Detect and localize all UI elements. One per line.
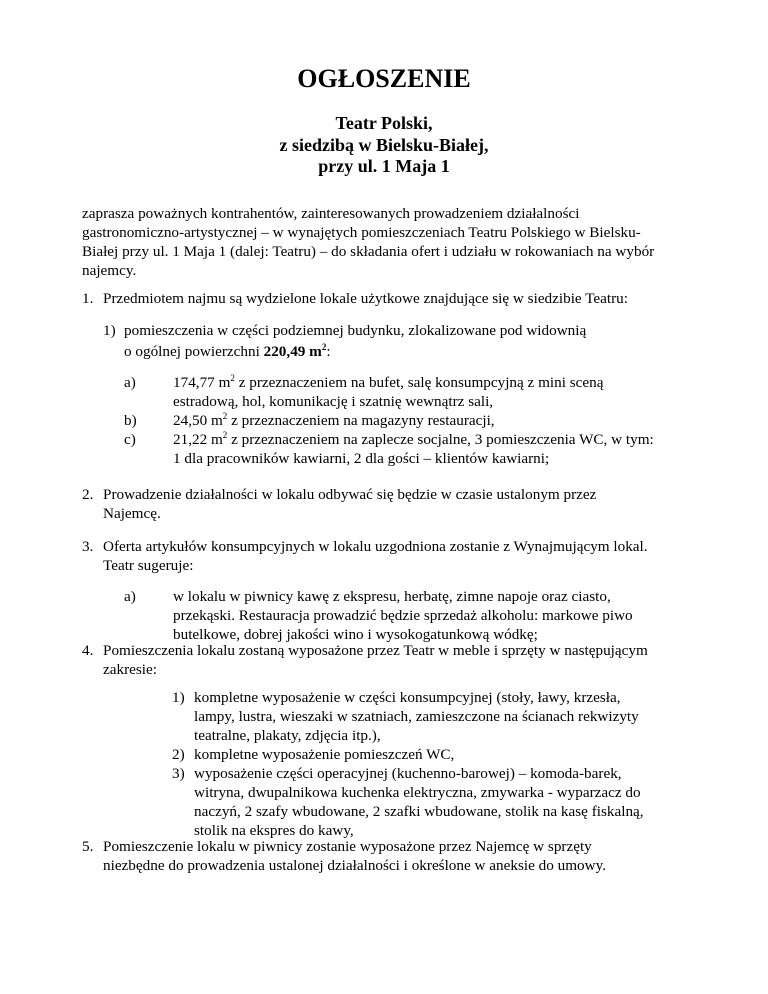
section-number: 3. [82, 538, 94, 555]
document-title: OGŁOSZENIE [297, 64, 471, 93]
text-line: niezbędne do prowadzenia ustalonej działalności i określone w aneksie do umowy. [103, 857, 606, 874]
text-line: naczyń, 2 szafy wbudowane, 2 szafki wbudowane, stolik na kasę fiskalną, [194, 803, 644, 820]
section-number: 5. [82, 838, 94, 855]
section-number: 4. [82, 642, 94, 659]
area-value: 174,77 m [173, 374, 231, 391]
item-label: c) [124, 431, 136, 448]
superscript: 2 [230, 373, 235, 383]
subsection-number: 1) [103, 322, 116, 339]
text-line: butelkowe, dobrej jakości wino i wysokogatunkową wódkę; [173, 626, 538, 643]
item-label: a) [124, 374, 136, 391]
text-line: przekąski. Restauracja prowadzić będzie sprzedaż alkoholu: markowe piwo [173, 607, 633, 624]
text-line: zakresie: [103, 661, 157, 678]
text-line: estradową, hol, komunikację i szatnię wewnątrz sali, [173, 393, 494, 410]
text-line: w lokalu w piwnicy kawę z ekspresu, herbatę, zimne napoje oraz ciasto, [173, 588, 611, 605]
item-label: 1) [172, 689, 185, 706]
total-area [264, 343, 327, 360]
document-header [0, 113, 768, 178]
text-line: stolik na ekspres do kawy, [194, 822, 354, 839]
text-line: gastronomiczno-artystycznej – w wynajętych pomieszczeniach Teatru Polskiego w Bielsku- [82, 224, 641, 241]
text-line: Pomieszczenia lokalu zostaną wyposażone przez Teatr w meble i sprzęty w następującym [103, 642, 648, 659]
section-number: 2. [82, 486, 94, 503]
text-fragment: z przeznaczeniem na magazyny restauracji, [227, 412, 495, 429]
area-value: 21,22 m [173, 431, 223, 448]
text-fragment: o ogólnej powierzchni [124, 343, 264, 360]
area-value: 220,49 m [263, 343, 322, 360]
text-line: witryna, dwupalnikowa kuchenka elektryczna, zmywarka - wyparzacz do [194, 784, 641, 801]
section-number: 1. [82, 290, 94, 307]
area-value: 24,50 m [173, 412, 223, 429]
header-line: przy ul. 1 Maja 1 [318, 156, 450, 176]
section-text: Przedmiotem najmu są wydzielone lokale użytkowe znajdujące się w siedzibie Teatru: [103, 290, 628, 307]
text-line: 1 dla pracowników kawiarni, 2 dla gości – klientów kawiarni; [173, 450, 550, 467]
text-line [173, 430, 654, 449]
text-line: najemcy. [82, 262, 137, 279]
text-fragment: : [326, 343, 331, 360]
text-line: Oferta artykułów konsumpcyjnych w lokalu uzgodniona zostanie z Wynajmującym lokal. [103, 538, 648, 555]
text-line: Teatr sugeruje: [103, 557, 194, 574]
superscript: 2 [222, 411, 228, 421]
text-fragment: z przeznaczeniem na zaplecze socjalne, 3 pomieszczenia WC, w tym: [227, 431, 654, 448]
superscript: 2 [321, 342, 327, 352]
text-line [124, 342, 586, 361]
text-line: kompletne wyposażenie w części konsumpcyjnej (stoły, ławy, krzesła, [194, 689, 621, 706]
text-line: Prowadzenie działalności w lokalu odbywać się będzie w czasie ustalonym przez [103, 486, 597, 503]
text-line [173, 373, 603, 392]
text-line: teatralne, plakaty, zdjęcia itp.), [194, 727, 381, 744]
text-line: Najemcę. [103, 505, 161, 522]
item-label: b) [124, 412, 137, 429]
text-line: kompletne wyposażenie pomieszczeń WC, [194, 746, 455, 763]
superscript: 2 [222, 430, 228, 440]
text-line [173, 411, 495, 430]
text-line: lampy, lustra, wieszaki w szatniach, zamieszczone na ścianach rekwizyty [194, 708, 639, 725]
item-label: 3) [172, 765, 185, 782]
text-line: Pomieszczenie lokalu w piwnicy zostanie wyposażone przez Najemcę w sprzęty [103, 838, 592, 855]
text-line: wyposażenie części operacyjnej (kuchenno-barowej) – komoda-barek, [194, 765, 622, 782]
text-fragment: z przeznaczeniem na bufet, salę konsumpcyjną z mini sceną [234, 374, 604, 391]
header-line: Teatr Polski, [335, 113, 433, 133]
item-label: a) [124, 588, 136, 605]
text-line: pomieszczenia w części podziemnej budynku, zlokalizowane pod widownią [124, 322, 587, 339]
item-label: 2) [172, 746, 185, 763]
text-line: zaprasza poważnych kontrahentów, zainteresowanych prowadzeniem działalności [82, 205, 580, 222]
header-line: z siedzibą w Bielsku-Białej, [279, 134, 489, 155]
intro-paragraph [82, 204, 692, 280]
text-line: Białej przy ul. 1 Maja 1 (dalej: Teatru) – do składania ofert i udziału w rokowaniach na wybór [82, 243, 655, 260]
